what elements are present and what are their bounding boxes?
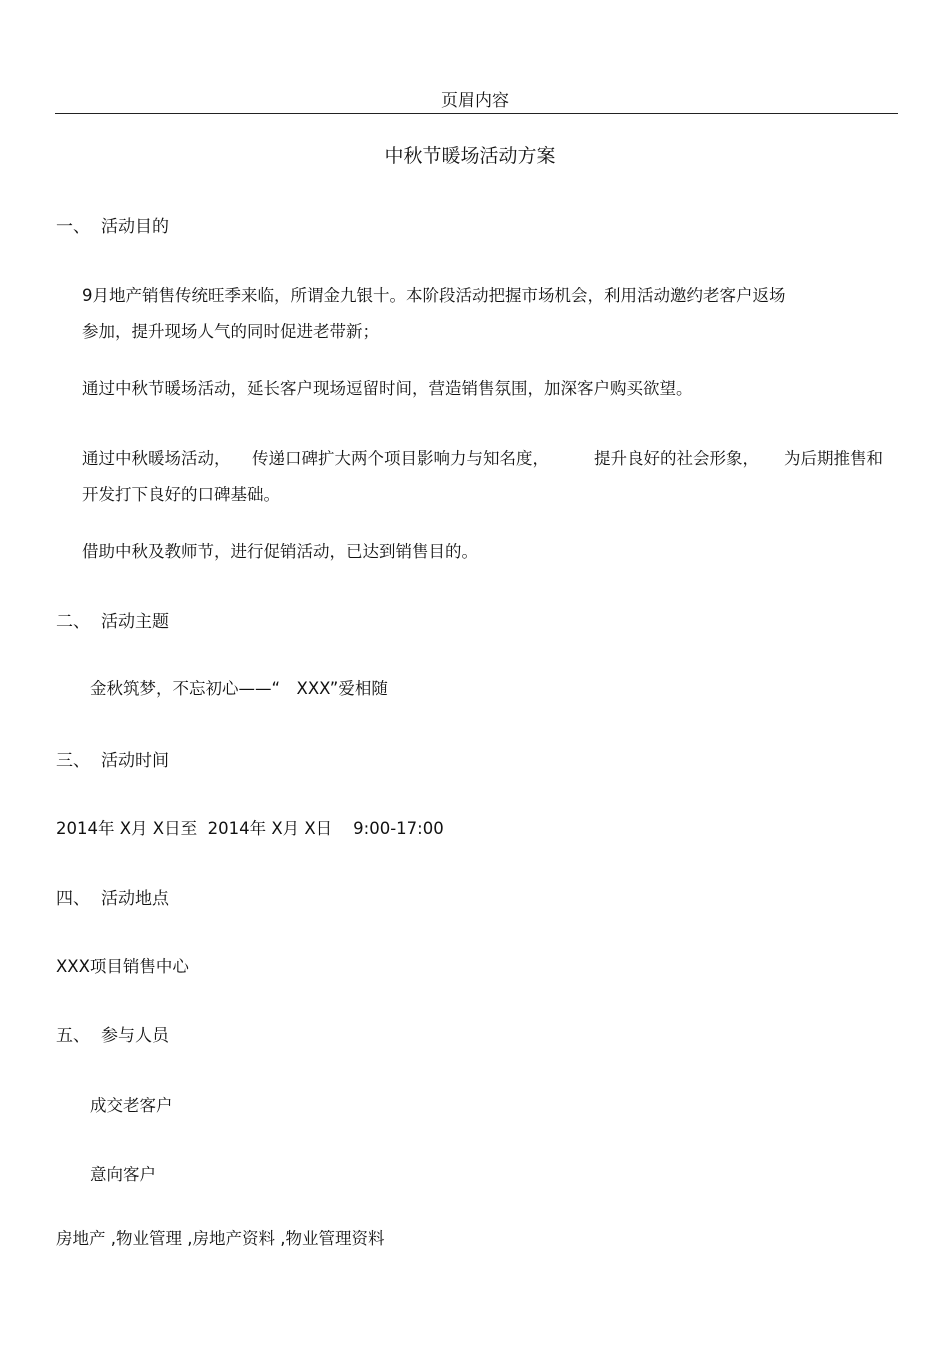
section-1-paragraph-3-part-1: 通过中秋暖场活动， bbox=[82, 449, 231, 468]
section-3-heading: 活动时间 bbox=[101, 751, 169, 771]
section-5-number: 五、 bbox=[56, 1026, 90, 1046]
section-1-paragraph-3-part-3: 提升良好的社会形象， bbox=[594, 449, 759, 468]
footer-keywords: 房地产 ,物业管理 ,房地产资料 ,物业管理资料 bbox=[56, 1229, 385, 1248]
section-1-paragraph-4: 借助中秋及教师节，进行促销活动，已达到销售目的。 bbox=[82, 542, 478, 561]
section-3-body: 2014年 X月 X日至 2014年 X月 X日 9:00-17:00 bbox=[56, 819, 444, 838]
section-1-number: 一、 bbox=[56, 217, 90, 237]
section-5-item-2: 意向客户 bbox=[90, 1165, 156, 1184]
section-4-number: 四、 bbox=[56, 889, 90, 909]
section-1-paragraph-3-part-4: 为后期推售和 bbox=[784, 449, 883, 468]
page-header: 页眉内容 bbox=[441, 91, 509, 111]
section-1-paragraph-3-part-2: 传递口碑扩大两个项目影响力与知名度， bbox=[252, 449, 549, 468]
section-2-number: 二、 bbox=[56, 612, 90, 632]
section-1-paragraph-1-line-2: 参加，提升现场人气的同时促进老带新； bbox=[82, 322, 379, 341]
section-1-paragraph-2: 通过中秋节暖场活动，延长客户现场逗留时间，营造销售氛围，加深客户购买欲望。 bbox=[82, 379, 693, 398]
section-1-paragraph-3-line-2: 开发打下良好的口碑基础。 bbox=[82, 485, 280, 504]
header-divider bbox=[55, 113, 898, 114]
section-4-body: XXX项目销售中心 bbox=[56, 957, 189, 976]
section-3-number: 三、 bbox=[56, 751, 90, 771]
section-4-heading: 活动地点 bbox=[101, 889, 169, 909]
section-1-paragraph-1-line-1: 9月地产销售传统旺季来临，所谓金九银十。本阶段活动把握市场机会，利用活动邀约老客户返场 bbox=[82, 286, 786, 305]
document-title: 中秋节暖场活动方案 bbox=[384, 145, 556, 167]
section-5-heading: 参与人员 bbox=[101, 1026, 169, 1046]
section-5-item-1: 成交老客户 bbox=[90, 1096, 173, 1115]
section-2-body: 金秋筑梦，不忘初心——“ XXX”爱相随 bbox=[90, 679, 388, 698]
section-1-heading: 活动目的 bbox=[101, 217, 169, 237]
section-2-heading: 活动主题 bbox=[101, 612, 169, 632]
